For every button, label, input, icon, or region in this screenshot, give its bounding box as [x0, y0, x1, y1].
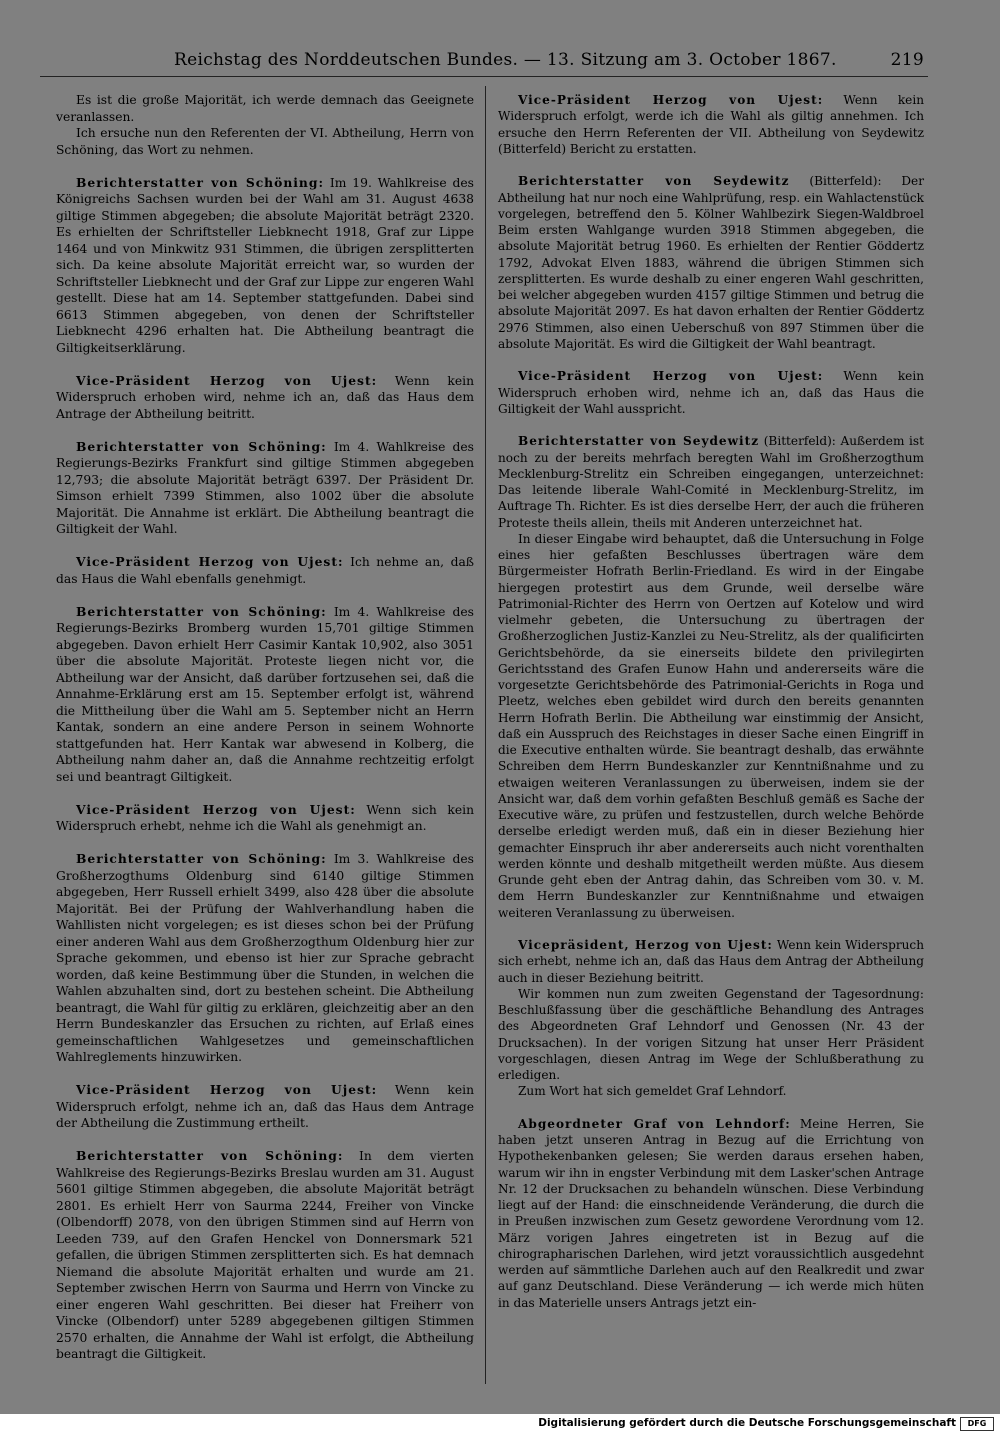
- paragraph-text: Wenn kein Widerspruch erhoben wird, nehme ich an, daß das Haus die Giltigkeit der Wahl ausspricht.: [498, 369, 924, 416]
- speaker-label: Berichterstatter von Schöning:: [76, 1148, 344, 1163]
- paragraph: [498, 531, 924, 921]
- paragraph-text: Es ist die große Majorität, ich werde demnach das Geeignete veranlassen.: [56, 93, 474, 124]
- right-column: [498, 92, 924, 1311]
- paragraph-text: Zum Wort hat sich gemeldet Graf Lehndorf.: [518, 1084, 787, 1099]
- speaker-label: Vice-Präsident Herzog von Ujest:: [76, 372, 378, 388]
- speaker-label: Berichterstatter von Seydewitz: [518, 174, 790, 189]
- paragraph-text: Im 4. Wahlkreise des Regierungs-Bezirks Bromberg wurden 15,701 giltige Stimmen abgegeben. Davon erhielt Herr Casimir Kantak 10,902, also 3051 über die absolute Majorität. Proteste liegen nicht vor, die Abtheilung war der Ansicht, daß darüber fortzusehen sei, daß die Annahme-Erklärung erst am 15. September erfolgt ist, während die Mittheilung über die Wahl am 5. September nicht an Herrn Kantak, sondern an eine andere Person in seinem Wohnorte stattgefunden hat. Herr Kantak war abwesend in Kolberg, die Abtheilung nahm daher an, daß die Annahme rechtzeitig erfolgt sei und beantragt Giltigkeit.: [56, 604, 474, 784]
- running-header: [174, 50, 924, 70]
- paragraph-text: Wenn kein Widerspruch erfolgt, nehme ich an, daß das Haus dem Antrage der Abtheilung die Zustimmung ertheilt.: [56, 1083, 474, 1130]
- speaker-label: Vice-Präsident Herzog von Ujest:: [76, 554, 344, 569]
- speaker-label: Berichterstatter von Schöning:: [76, 174, 325, 190]
- dfg-logo: DFG: [960, 1417, 994, 1431]
- paragraph: [56, 92, 474, 125]
- paragraph: [56, 851, 474, 1066]
- paragraph: [498, 173, 924, 352]
- paragraph: [56, 373, 474, 423]
- speaker-label: Abgeordneter Graf von Lehndorf:: [518, 1116, 791, 1131]
- paragraph-text: In dem vierten Wahlkreise des Regierungs-Bezirks Breslau wurden am 31. August 5601 giltige Stimmen abgegeben, die absolute Majorität beträgt 2801. Es erhielt Herr von Saurma 2244, Freiher von Vincke (Olbendorff) 2078, von den übrigen Stimmen sind auf Herrn von Leeden 739, auf den Grafen Henckel von Donnersmark 521 gefallen, die übrigen Stimmen zersplitterten sich. Es hat demnach Niemand die absolute Majorität erhalten und wurde am 21. September zwischen Herrn von Saurma und Herrn von Vincke zu einer engeren Wahl geschritten. Bei dieser hat Freiherr von Vincke (Olbendorf) unter 5289 abgegebenen giltigen Stimmen 2570 erhalten, die Annahme der Wahl ist erfolgt, die Abtheilung beantragt die Giltigkeit.: [56, 1149, 474, 1361]
- paragraph: [56, 604, 474, 786]
- page-number: 219: [890, 50, 924, 70]
- left-column: [56, 92, 474, 1363]
- paragraph: [498, 368, 924, 417]
- paragraph: [56, 1148, 474, 1363]
- paragraph: [498, 92, 924, 157]
- paragraph-text: (Bitterfeld): Der Abtheilung hat nur noch eine Wahlprüfung, resp. ein Wahlactenstück vorgelegen, betreffend den 5. Kölner Wahlbezirk Siegen-Waldbroel Beim ersten Wahlgange wurden 3918 Stimmen abgegeben, die absolute Majorität betrug 1960. Es erhielten der Rentier Göddertz 1792, Advokat Elven 1883, während die übrigen Stimmen sich zersplitterten. Es wurde deshalb zu einer engeren Wahl geschritten, bei welcher abgegeben wurden 4157 giltige Stimmen und betrug die absolute Majorität 2097. Es hat davon erhalten der Rentier Göddertz 2976 Stimmen, also einen Ueberschuß von 897 Stimmen über die absolute Majorität. Es wird die Giltigkeit der Wahl beantragt.: [498, 174, 924, 351]
- header-rule: [40, 76, 928, 77]
- credit-text: Digitalisierung gefördert durch die Deutsche Forschungsgemeinschaft: [538, 1417, 956, 1429]
- paragraph: [56, 1082, 474, 1132]
- paragraph: [56, 802, 474, 835]
- speaker-label: Berichterstatter von Schöning:: [76, 851, 327, 866]
- paragraph-text: Im 19. Wahlkreise des Königreichs Sachsen wurden bei der Wahl am 31. August 4638 giltige Stimmen abgegeben; die absolute Majorität beträgt 2320. Es erhielten der Schriftsteller Liebknecht 1918, Graf zur Lippe 1464 und von Minkwitz 931 Stimmen, die übrigen zersplitterten sich. Da keine absolute Majorität erreicht war, so wurden der Schriftsteller Liebknecht und der Graf zur Lippe zur engeren Wahl gestellt. Diese hat am 14. September stattgefunden. Dabei sind 6613 Stimmen abgegeben, von denen der Schriftsteller Liebknecht 4296 erhalten hat. Die Abtheilung beantragt die Giltigkeitserklärung.: [56, 175, 474, 355]
- paragraph-text: Wenn sich kein Widerspruch erhebt, nehme ich die Wahl als genehmigt an.: [56, 802, 474, 833]
- speaker-label: Berichterstatter von Schöning:: [76, 438, 327, 454]
- column-divider: [485, 86, 486, 1384]
- paragraph-text: Wenn kein Widerspruch erfolgt, werde ich die Wahl als giltig annehmen. Ich ersuche den Herrn Referenten der VII. Abtheilung von Seydewitz (Bitterfeld) Bericht zu erstatten.: [498, 93, 924, 156]
- paragraph: [498, 937, 924, 986]
- paragraph: [56, 439, 474, 538]
- paragraph: [56, 125, 474, 158]
- speaker-label: Vice-Präsident Herzog von Ujest:: [518, 369, 824, 384]
- paragraph: [56, 554, 474, 587]
- paragraph-text: Wenn kein Widerspruch erhoben wird, nehme ich an, daß das Haus dem Antrage der Abtheilung beitritt.: [56, 373, 474, 421]
- paragraph: [498, 986, 924, 1084]
- speaker-label: Berichterstatter von Schöning:: [76, 603, 327, 619]
- speaker-label: Vice-Präsident Herzog von Ujest:: [76, 801, 356, 817]
- speaker-label: Vice-Präsident Herzog von Ujest:: [518, 93, 824, 107]
- paragraph-text: Im 3. Wahlkreise des Großherzogthums Oldenburg sind 6140 giltige Stimmen abgegeben, Herr Russell erhielt 3499, also 428 über die absolute Majorität. Bei der Prüfung der Wahlverhandlung haben die Wahllisten nicht vorgelegen; es ist dieses schon bei der Prüfung einer anderen Wahl aus dem Großherzogthum Oldenburg hier zur Sprache gekommen, und ebenso ist hier zur Sprache gebracht worden, daß keine Bestimmung über die Stunden, in welchen die Wahlen abzuhalten sind, dort zu bestehen scheint. Die Abtheilung beantragt, die Wahl für giltig zu erklären, gleichzeitig aber an den Herrn Bundeskanzler das Ersuchen zu richten, auf Erlaß eines gemeinschaftlichen Wahlgesetzes und gemeinschaftlichen Wahlreglements hinzuwirken.: [56, 852, 474, 1064]
- speaker-label: Vice-Präsident Herzog von Ujest:: [76, 1082, 378, 1097]
- paragraph-text: Wenn kein Widerspruch sich erhebt, nehme ich an, daß das Haus dem Antrag der Abtheilung auch in dieser Beziehung beitritt.: [498, 938, 924, 985]
- paragraph: [498, 1083, 924, 1099]
- paragraph-text: Im 4. Wahlkreise des Regierungs-Bezirks Frankfurt sind giltige Stimmen abgegeben 12,793; die absolute Majorität beträgt 6397. Der Präsident Dr. Simson erhielt 7399 Stimmen, also 1002 über die absolute Majorität. Die Annahme ist erklärt. Die Abtheilung beantragt die Giltigkeit der Wahl.: [56, 439, 474, 536]
- speaker-label: Vicepräsident, Herzog von Ujest:: [518, 938, 773, 952]
- paragraph: [56, 175, 474, 357]
- paragraph-text: Wir kommen nun zum zweiten Gegenstand der Tagesordnung: Beschlußfassung über die geschäftliche Behandlung des Antrages des Abgeordneten Graf Lehndorf und Genossen (Nr. 43 der Drucksachen). In der vorigen Sitzung hat unser Herr Präsident vorgeschlagen, diesen Antrag im Wege der Schlußberathung zu erledigen.: [498, 986, 924, 1082]
- paragraph: [498, 1116, 924, 1311]
- paragraph-text: Ich ersuche nun den Referenten der VI. Abtheilung, Herrn von Schöning, das Wort zu nehmen.: [56, 126, 474, 157]
- speaker-label: Berichterstatter von Seydewitz: [518, 434, 760, 449]
- paragraph-text: Meine Herren, Sie haben jetzt unseren Antrag in Bezug auf die Errichtung von Hypothekenbanken gelesen; Sie werden daraus ersehen haben, warum wir ihn in engster Verbindung mit dem Lasker'schen Antrage Nr. 12 der Drucksachen zu behandeln wünschen. Diese Verbindung liegt auf der Hand: die einschneidende Veränderung, die durch die in Preußen inzwischen zum Gesetz gewordene Verordnung vom 12. März vorigen Jahres eingetreten ist in Bezug auf die chirographarischen Darlehen, wird jetzt voraussichtlich ausgedehnt werden auf sämmtliche Darlehen auch auf den Realkredit und zwar auf ganz Deutschland. Diese Veränderung — ich werde mich hüten in das Materielle unsers Antrags jetzt ein-: [498, 1116, 924, 1310]
- paragraph-text: (Bitterfeld): Außerdem ist noch zu der bereits mehrfach beregten Wahl im Großherzogthum Mecklenburg-Strelitz ein Schreiben eingegangen, unterzeichnet: Das leitende liberale Wahl-Comité in Mecklenburg-Strelitz, im Auftrage Th. Richter. Es ist dies derselbe Herr, der auch die früheren Proteste theils allein, theils mit Anderen unterzeichnet hat.: [498, 434, 924, 530]
- paragraph-text: In dieser Eingabe wird behauptet, daß die Untersuchung in Folge eines hier gefaßten Beschlusses übertragen wäre dem Bürgermeister Hofrath Berlin-Friedland. Es wird in der Eingabe hiergegen protestirt aus dem Grunde, weil derselbe wäre Patrimonial-Richter des Herrn von Oertzen auf Kotelow und wird vielmehr gebeten, die Untersuchung zu übertragen der Großherzoglichen Justiz-Kanzlei zu Neu-Strelitz, als der qualificirten Gerichtsbehörde, da sie einerseits bildete den privilegirten Gerichtsstand des Grafen Eunow Hahn und andererseits wäre die vorgesetzte Gerichtsbehörde des Patrimonial-Gerichts in Roga und Pleetz, welches eben gebildet wird durch den bereits genannten Herrn Hofrath Berlin. Die Abtheilung war einstimmig der Ansicht, daß ein Ausspruch des Reichstages in dieser Sache einen Eingriff in die Executive enthalten würde. Sie beantragt deshalb, das erwähnte Schreiben dem Herrn Bundeskanzler zur Kenntnißnahme und zu etwaigen weiteren Veranlassungen zu überweisen, indem sie der Ansicht war, daß dem vorhin gefaßten Beschluß gemäß es Sache der Executive wäre, zu prüfen und festzustellen, durch welche Behörde derselbe erledigt werden muß, daß ein in dieser Beziehung hier gemachter Einspruch ihr aber andererseits auch nicht vorenthalten werden könnte und deshalb mitgetheilt werden müßte. Aus diesem Grunde geht eben der Antrag dahin, das Schreiben vom 30. v. M. dem Herrn Bundeskanzler zur Kenntnißnahme und etwaigen weiteren Veranlassung zu überweisen.: [498, 531, 924, 920]
- paragraph-text: Ich nehme an, daß das Haus die Wahl ebenfalls genehmigt.: [56, 555, 474, 586]
- paragraph: [498, 433, 924, 531]
- running-title: Reichstag des Norddeutschen Bundes. — 13. Sitzung am 3. October 1867.: [174, 50, 837, 70]
- digitization-credit: [0, 1414, 1000, 1432]
